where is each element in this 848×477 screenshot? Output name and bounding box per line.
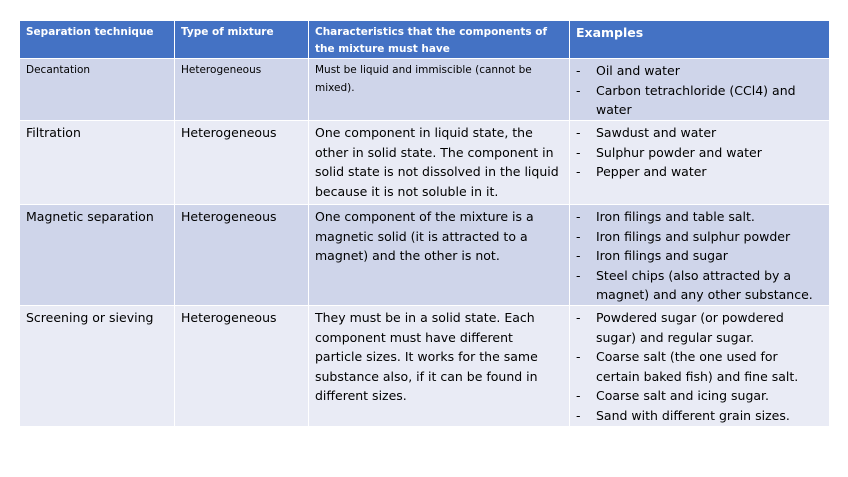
header-separation-technique: Separation technique — [20, 21, 175, 59]
technique-cell: Decantation — [20, 59, 175, 121]
separation-techniques-table — [19, 20, 830, 427]
examples-cell — [570, 121, 830, 205]
header-characteristics: Characteristics that the components of the mixture must have — [309, 21, 570, 59]
example-item: - Oil and water — [576, 61, 823, 81]
mixture-type-cell: Heterogeneous — [175, 205, 309, 306]
example-item: - Iron filings and sugar — [576, 246, 823, 266]
examples-list — [576, 308, 823, 425]
examples-list — [576, 207, 823, 305]
example-item: - Coarse salt (the one used for certain baked fish) and fine salt. — [576, 347, 823, 386]
technique-cell: Filtration — [20, 121, 175, 205]
technique-cell: Magnetic separation — [20, 205, 175, 306]
table-header — [20, 21, 830, 59]
examples-cell — [570, 205, 830, 306]
mixture-type-cell: Heterogeneous — [175, 121, 309, 205]
characteristics-cell: One component in liquid state, the other in solid state. The component in solid state is not dissolved in the liquid because it is not soluble in it. — [309, 121, 570, 205]
example-item: - Sand with different grain sizes. — [576, 406, 823, 426]
table-row — [20, 306, 830, 427]
example-item: - Iron filings and sulphur powder — [576, 227, 823, 247]
examples-list — [576, 61, 823, 120]
examples-cell — [570, 306, 830, 427]
characteristics-cell: One component of the mixture is a magnetic solid (it is attracted to a magnet) and the other is not. — [309, 205, 570, 306]
example-item: - Coarse salt and icing sugar. — [576, 386, 823, 406]
header-row — [20, 21, 830, 59]
table-body — [20, 59, 830, 427]
example-item: - Pepper and water — [576, 162, 823, 182]
table-row — [20, 59, 830, 121]
example-item: - Sulphur powder and water — [576, 143, 823, 163]
example-item: - Iron filings and table salt. — [576, 207, 823, 227]
examples-list — [576, 123, 823, 182]
example-item: - Powdered sugar (or powdered sugar) and regular sugar. — [576, 308, 823, 347]
mixture-type-cell: Heterogeneous — [175, 306, 309, 427]
technique-cell: Screening or sieving — [20, 306, 175, 427]
table-row — [20, 205, 830, 306]
header-type-of-mixture: Type of mixture — [175, 21, 309, 59]
example-item: - Sawdust and water — [576, 123, 823, 143]
characteristics-cell: Must be liquid and immiscible (cannot be mixed). — [309, 59, 570, 121]
table-row — [20, 121, 830, 205]
example-item: - Carbon tetrachloride (CCl4) and water — [576, 81, 823, 120]
header-examples: Examples — [570, 21, 830, 59]
example-item: - Steel chips (also attracted by a magnet) and any other substance. — [576, 266, 823, 305]
examples-cell — [570, 59, 830, 121]
mixture-type-cell: Heterogeneous — [175, 59, 309, 121]
characteristics-cell: They must be in a solid state. Each component must have different particle sizes. It works for the same substance also, if it can be found in different sizes. — [309, 306, 570, 427]
